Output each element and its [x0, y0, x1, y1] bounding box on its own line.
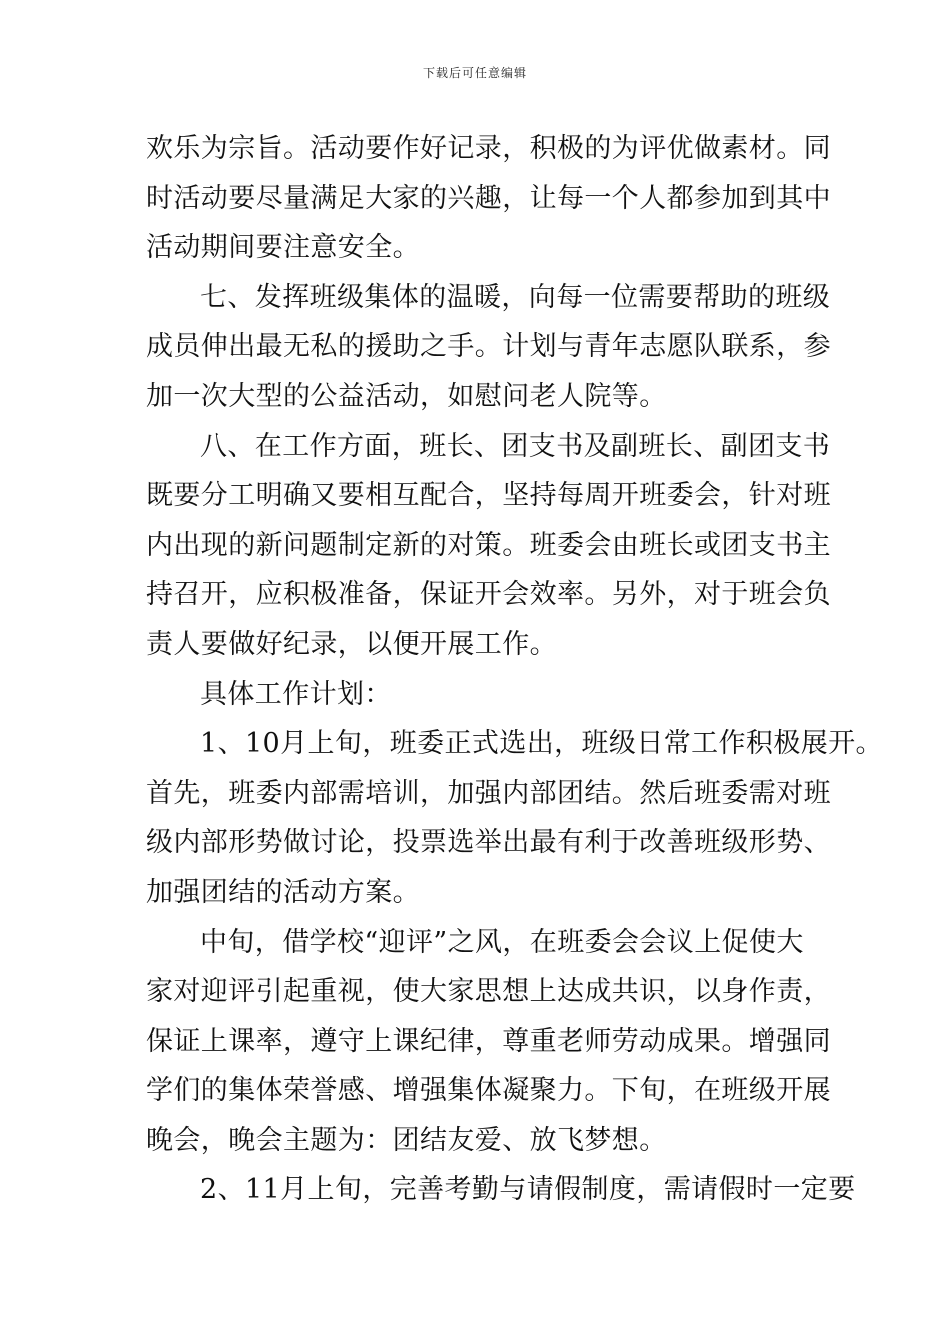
text-line: 七、发挥班级集体的温暖，向每一位需要帮助的班级 — [200, 281, 831, 313]
text-line: 活动期间要注意安全。 — [146, 232, 420, 264]
page-header: 下载后可任意编辑 — [422, 66, 527, 80]
text-line: 欢乐为宗旨。活动要作好记录，积极的为评优做素材。同 — [146, 133, 831, 164]
text-line: 家对迎评引起重视，使大家思想上达成共识，以身作责， — [146, 976, 831, 1008]
text-line: 八、在工作方面，班长、团支书及副班长、副团支书 — [200, 430, 831, 462]
text-line: 时活动要尽量满足大家的兴趣，让每一个人都参加到其中 — [146, 182, 831, 214]
text-line: 学们的集体荣誉感、增强集体凝聚力。下旬，在班级开展 — [146, 1075, 831, 1107]
text-line: 责人要做好纪录，以便开展工作。 — [146, 628, 557, 660]
text-line: 加强团结的活动方案。 — [146, 876, 420, 908]
text-line: 持召开，应积极准备，保证开会效率。另外，对于班会负 — [146, 579, 831, 611]
text-line: 1、10月上旬，班委正式选出，班级日常工作积极展开。 — [200, 728, 883, 760]
text-line: 级内部形势做讨论，投票选举出最有利于改善班级形势、 — [146, 827, 831, 859]
text-line: 中旬，借学校“迎评”之风，在班委会会议上促使大 — [200, 926, 804, 958]
text-line: 内出现的新问题制定新的对策。班委会由班长或团支书主 — [146, 529, 831, 561]
text-line: 2、11月上旬，完善考勤与请假制度，需请假时一定要 — [200, 1174, 856, 1206]
text-line: 加一次大型的公益活动，如慰问老人院等。 — [146, 380, 667, 412]
text-line: 具体工作计划： — [200, 678, 392, 710]
document-body — [146, 124, 883, 1215]
text-line: 保证上课率，遵守上课纪律，尊重老师劳动成果。增强同 — [146, 1025, 831, 1057]
text-line: 成员伸出最无私的援助之手。计划与青年志愿队联系，参 — [146, 331, 831, 363]
text-line: 晚会，晚会主题为：团结友爱、放飞梦想。 — [146, 1124, 667, 1156]
text-line: 既要分工明确又要相互配合，坚持每周开班委会，针对班 — [146, 480, 831, 512]
text-line: 首先，班委内部需培训，加强内部团结。然后班委需对班 — [146, 777, 831, 809]
